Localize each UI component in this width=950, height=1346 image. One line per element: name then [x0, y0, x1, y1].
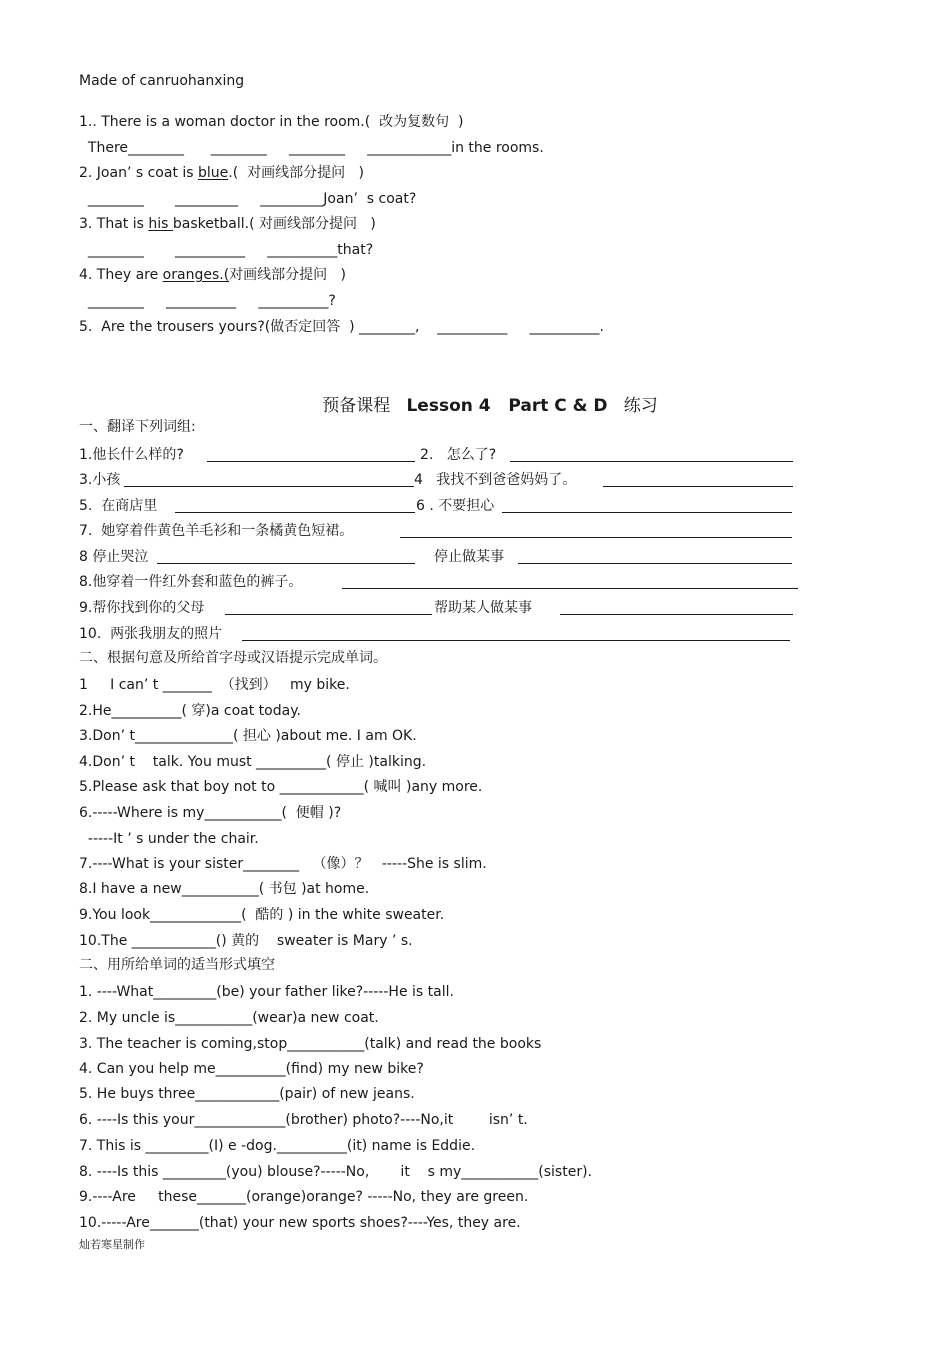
fill-item-4: 4.Don’ t talk. You must __________( 停止 )talking.	[79, 754, 427, 770]
title-cn-2: 练习	[623, 396, 658, 416]
fill-item-3: 3.Don’ t______________( 担心 )about me. I am OK.	[79, 728, 417, 744]
answer-line-3: ________ __________ __________that?	[79, 242, 374, 258]
fill-item-6: 6.-----Where is my___________( 便帽 )?	[79, 805, 342, 821]
answer-blank[interactable]	[242, 639, 790, 641]
translate-item-10: 10. 两张我朋友的照片	[79, 626, 223, 642]
form-item-10: 10.-----Are_______(that) your new sports shoes?----Yes, they are.	[79, 1215, 521, 1231]
title-cn-1: 预备课程	[322, 396, 391, 416]
question-5: 5. Are the trousers yours?(做否定回答 ) ________, __________ __________.	[79, 319, 604, 335]
answer-blank[interactable]	[560, 613, 793, 615]
answer-blank[interactable]	[124, 485, 414, 487]
question-4	[79, 266, 346, 284]
fill-item-5: 5.Please ask that boy not to ____________( 喊叫 )any more.	[79, 779, 483, 795]
section-3-heading: 二、用所给单词的适当形式填空	[79, 957, 275, 973]
answer-line-2: ________ _________ _________Joan’ s coat?	[79, 191, 417, 207]
q3-underlined: his	[148, 216, 173, 232]
q4-post: 对画线部分提问 )	[229, 267, 346, 283]
translate-item-7: 7. 她穿着件黄色羊毛衫和一条橘黄色短裙。	[79, 523, 354, 539]
fill-item-2: 2.He__________( 穿)a coat today.	[79, 703, 301, 719]
q3-post: basketball.( 对画线部分提问 )	[172, 216, 376, 232]
q2-post: .( 对画线部分提问 )	[228, 165, 364, 181]
q2-underlined: blue	[198, 165, 229, 181]
answer-line-4: ________ __________ __________?	[79, 293, 336, 309]
answer-line-1: There________ ________ ________ ____________in the rooms.	[79, 140, 544, 156]
answer-blank[interactable]	[157, 562, 415, 564]
fill-item-1: 1 I can’ t _______ （找到） my bike.	[79, 677, 350, 693]
section-2-heading: 二、根据句意及所给首字母或汉语提示完成单词。	[79, 650, 387, 666]
section-1-heading: 一、翻译下列词组:	[79, 419, 196, 435]
form-item-5: 5. He buys three____________(pair) of new jeans.	[79, 1086, 415, 1102]
lesson-title	[0, 391, 950, 416]
page-header: Made of canruohanxing	[79, 73, 245, 89]
q2-pre: 2. Joan’ s coat is	[79, 165, 199, 181]
answer-blank[interactable]	[603, 485, 793, 487]
q4-pre: 4. They are	[79, 267, 163, 283]
translate-item-2: 2. 怎么了?	[420, 447, 497, 463]
fill-item-9: 9.You look_____________( 酷的 ) in the white sweater.	[79, 907, 445, 923]
title-en: Lesson 4 Part C & D	[406, 396, 608, 416]
q3-pre: 3. That is	[79, 216, 149, 232]
fill-item-10: 10.The ____________() 黄的 sweater is Mary ’ s.	[79, 933, 413, 949]
answer-blank[interactable]	[510, 460, 793, 462]
answer-blank[interactable]	[175, 511, 415, 513]
translate-item-8c: 8.他穿着一件红外套和蓝色的裤子。	[79, 574, 303, 590]
translate-item-3: 3.小孩	[79, 472, 121, 488]
form-item-1: 1. ----What_________(be) your father like?-----He is tall.	[79, 984, 454, 1000]
answer-blank[interactable]	[225, 613, 432, 615]
answer-blank[interactable]	[207, 460, 415, 462]
form-item-2: 2. My uncle is___________(wear)a new coat.	[79, 1010, 379, 1026]
translate-item-4: 4 我找不到爸爸妈妈了。	[414, 472, 577, 488]
answer-blank[interactable]	[342, 587, 798, 589]
form-item-3: 3. The teacher is coming,stop___________(talk) and read the books	[79, 1036, 542, 1052]
fill-item-8: 8.I have a new___________( 书包 )at home.	[79, 881, 370, 897]
answer-blank[interactable]	[502, 511, 792, 513]
translate-item-6: 6 . 不要担心	[416, 498, 495, 514]
translate-item-1: 1.他长什么样的?	[79, 447, 184, 463]
form-item-8: 8. ----Is this _________(you) blouse?-----No, it s my___________(sister).	[79, 1164, 592, 1180]
fill-item-7: 7.----What is your sister________ （像）？ -----She is slim.	[79, 856, 487, 872]
fill-item-6-answer: -----It ’ s under the chair.	[79, 831, 259, 847]
answer-blank[interactable]	[518, 562, 792, 564]
form-item-9: 9.----Are these_______(orange)orange? -----No, they are green.	[79, 1189, 529, 1205]
question-1: 1.. There is a woman doctor in the room.( 改为复数句 )	[79, 114, 464, 130]
form-item-7: 7. This is _________(I) e -dog.__________(it) name is Eddie.	[79, 1138, 476, 1154]
translate-item-8b: 停止做某事	[434, 549, 504, 565]
q4-underlined: oranges.(	[162, 267, 230, 283]
translate-item-8a: 8 停止哭泣	[79, 549, 149, 565]
translate-item-5: 5. 在商店里	[79, 498, 158, 514]
question-3	[79, 215, 376, 233]
form-item-4: 4. Can you help me__________(find) my new bike?	[79, 1061, 424, 1077]
page-footer: 灿若寒星制作	[79, 1238, 145, 1251]
question-2	[79, 164, 364, 182]
translate-item-9b: 帮助某人做某事	[434, 600, 532, 616]
translate-item-9a: 9.帮你找到你的父母	[79, 600, 205, 616]
answer-blank[interactable]	[400, 536, 792, 538]
form-item-6: 6. ----Is this your_____________(brother) photo?----No,it isn’ t.	[79, 1112, 528, 1128]
